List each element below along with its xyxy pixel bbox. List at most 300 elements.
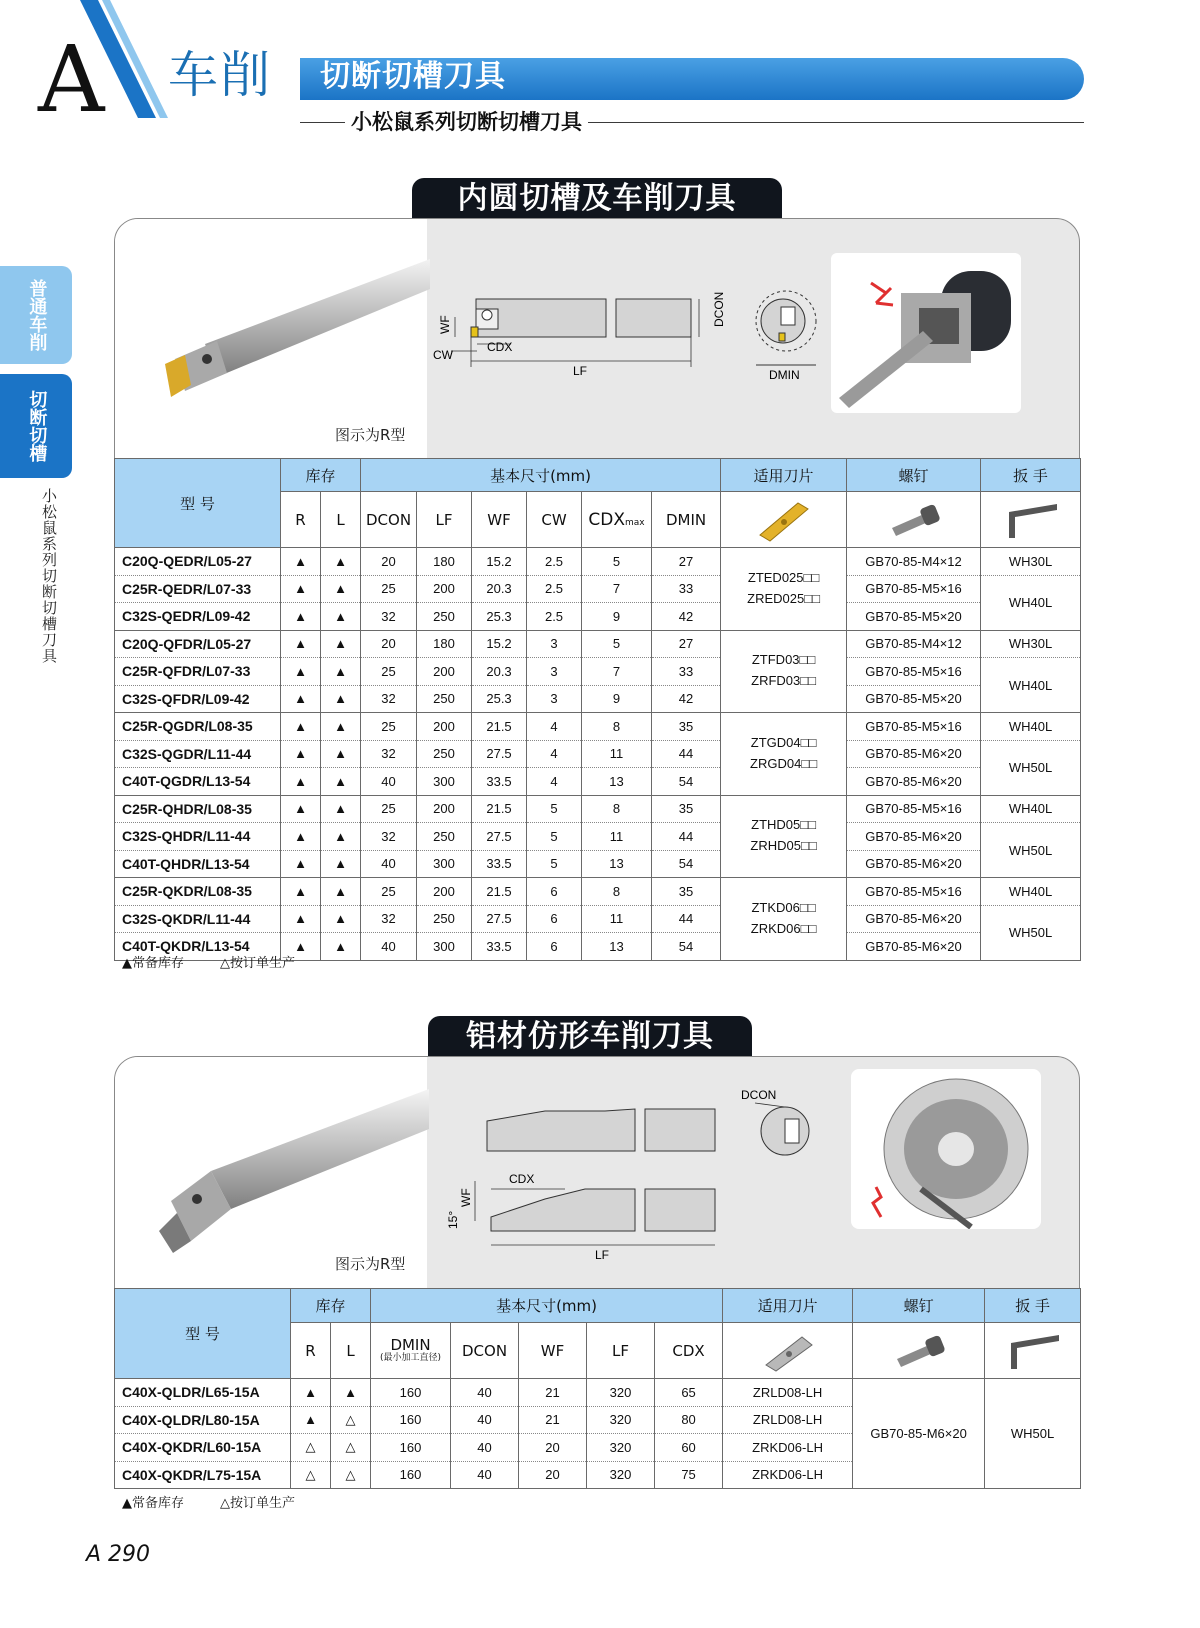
cdx-cell: 7 [582,658,652,686]
header-screw: 螺钉 [847,459,981,492]
wf-cell: 20.3 [472,575,527,603]
model-cell: C40T-QGDR/L13-54 [115,768,281,796]
wf-cell: 21.5 [472,713,527,741]
insert-code: ZRGD04□□ [750,755,818,771]
insert-code: ZTED025□□ [747,569,820,585]
dcon-cell: 25 [361,795,417,823]
insert-code: ZRKD06□□ [750,920,817,936]
insert-cell [721,630,847,713]
stock-r-cell: ▲ [281,768,321,796]
cw-cell: 4 [527,768,582,796]
dmin-cell: 33 [652,575,721,603]
stock-r-cell: ▲ [281,933,321,961]
cdx-cell: 7 [582,575,652,603]
dmin-cell: 54 [652,933,721,961]
wrench-cell: WH30L [981,630,1081,658]
stock-r-cell: ▲ [281,905,321,933]
dmin-cell: 160 [371,1406,451,1434]
stock-r-cell: ▲ [281,630,321,658]
chapter-letter: A [38,26,105,133]
cw-cell: 5 [527,850,582,878]
wf-cell: 21.5 [472,878,527,906]
stock-r-cell: ▲ [281,795,321,823]
wrench-cell: WH40L [981,713,1081,741]
table-row [115,713,1081,741]
side-tab-grooving[interactable]: 切断切槽 [0,374,72,478]
stock-l-cell: ▲ [321,713,361,741]
diagram-cw-label: CW [433,348,453,362]
model-cell: C40X-QKDR/L60-15A [115,1434,291,1462]
lf-cell: 250 [417,685,472,713]
stock-r-cell: ▲ [281,740,321,768]
stock-r-cell: ▲ [281,850,321,878]
wrench-cell: WH30L [981,548,1081,576]
stock-l-cell: ▲ [321,933,361,961]
model-cell: C40T-QHDR/L13-54 [115,850,281,878]
insert-cell: ZRLD08-LH [723,1406,853,1434]
table-row [115,850,1081,878]
wf-cell: 25.3 [472,603,527,631]
legend-stock: ▲常备库存 [122,956,184,971]
diagram-wf-label: WF [438,315,452,334]
header-r: R [281,492,321,548]
model-cell: C25R-QHDR/L08-35 [115,795,281,823]
header-stock: 库存 [281,459,361,492]
stock-l-cell: ▲ [321,823,361,851]
dmin-cell: 44 [652,905,721,933]
lf-cell: 300 [417,850,472,878]
diagram-cdx-label: CDX [487,340,513,354]
header-wf: WF [472,492,527,548]
section2-caption: 图示为R型 [335,1255,406,1273]
table-row [115,603,1081,631]
cdx-cell: 13 [582,850,652,878]
screw-cell: GB70-85-M6×20 [847,933,981,961]
section2-image-panel [114,1056,1080,1290]
insert-code: ZRHD05□□ [750,838,817,854]
section2-title: 铝材仿形车削刀具 [428,1016,752,1056]
table-row [115,740,1081,768]
header-cw: CW [527,492,582,548]
stock-l-cell: ▲ [321,603,361,631]
wf-cell: 20 [519,1461,587,1489]
dcon-cell: 25 [361,713,417,741]
lf-cell: 250 [417,603,472,631]
screw-cell: GB70-85-M6×20 [847,905,981,933]
stock-l-cell: ▲ [321,850,361,878]
cw-cell: 4 [527,740,582,768]
table-row [115,1379,1081,1407]
table-row [115,878,1081,906]
stock-l-cell: ▲ [321,768,361,796]
stock-r-cell: △ [291,1434,331,1462]
screw-cell: GB70-85-M6×20 [853,1379,985,1489]
dcon-cell: 32 [361,685,417,713]
insert-cell [721,795,847,878]
header-lf: LF [417,492,472,548]
header-model: 型 号 [115,459,281,548]
legend2-order: △按订单生产 [220,1496,295,1511]
header2-wrench: 扳 手 [985,1289,1081,1323]
cdx-cell: 8 [582,795,652,823]
insert-cell: ZRLD08-LH [723,1379,853,1407]
dcon-cell: 25 [361,878,417,906]
screw-cell: GB70-85-M5×20 [847,685,981,713]
section1-application-photo [831,253,1021,413]
dcon-cell: 25 [361,575,417,603]
section1-title: 内圆切槽及车削刀具 [412,178,782,218]
lf-cell: 200 [417,575,472,603]
cdx-cell: 13 [582,768,652,796]
lf-cell: 320 [587,1461,655,1489]
screw2-icon [853,1323,985,1379]
screw-cell: GB70-85-M5×16 [847,713,981,741]
stock-l-cell: △ [331,1406,371,1434]
header-dims: 基本尺寸(mm) [361,459,721,492]
dcon-cell: 40 [361,768,417,796]
table-row [115,658,1081,686]
dmin-cell: 35 [652,795,721,823]
lf-cell: 320 [587,1406,655,1434]
dmin-cell: 27 [652,630,721,658]
diagram2-lf-label: LF [595,1248,610,1262]
lf-cell: 200 [417,878,472,906]
section1-legend [122,952,331,971]
header2-model: 型 号 [115,1289,291,1379]
lf-cell: 200 [417,713,472,741]
dcon-cell: 32 [361,603,417,631]
cw-cell: 2.5 [527,548,582,576]
dmin-cell: 44 [652,740,721,768]
wrench-cell: WH40L [981,795,1081,823]
stock-l-cell: ▲ [321,575,361,603]
cdx-cell: 8 [582,713,652,741]
section2-application-photo [851,1069,1041,1229]
screw-icon [847,492,981,548]
stock-l-cell: ▲ [321,740,361,768]
model-cell: C40X-QLDR/L65-15A [115,1379,291,1407]
screw-cell: GB70-85-M4×12 [847,630,981,658]
stock-l-cell: ▲ [321,795,361,823]
stock-r-cell: ▲ [281,658,321,686]
cdx-cell: 60 [655,1434,723,1462]
model-cell: C25R-QGDR/L08-35 [115,713,281,741]
cw-cell: 3 [527,630,582,658]
header2-dims: 基本尺寸(mm) [371,1289,723,1323]
wrench-cell: WH50L [981,905,1081,960]
table-row [115,905,1081,933]
dcon-cell: 40 [361,933,417,961]
wf-cell: 21.5 [472,795,527,823]
cdx-cell: 11 [582,740,652,768]
table-row [115,768,1081,796]
wf-cell: 27.5 [472,823,527,851]
diagram2-cdx-label: CDX [509,1172,535,1186]
insert-code: ZRED025□□ [747,590,820,606]
model-cell: C32S-QHDR/L11-44 [115,823,281,851]
table-row [115,630,1081,658]
screw-cell: GB70-85-M6×20 [847,823,981,851]
category-title: 车削 [168,46,272,104]
model-cell: C32S-QKDR/L11-44 [115,905,281,933]
wf-cell: 27.5 [472,905,527,933]
insert-icon [721,492,847,548]
wrench-cell: WH50L [985,1379,1081,1489]
wf-cell: 20 [519,1434,587,1462]
dcon-cell: 20 [361,630,417,658]
header-cdx: CDXmax [582,492,652,548]
cw-cell: 6 [527,905,582,933]
cdx-cell: 13 [582,933,652,961]
header2-r: R [291,1323,331,1379]
model-cell: C20Q-QFDR/L05-27 [115,630,281,658]
section1-spec-table [114,458,1081,961]
dmin-cell: 54 [652,768,721,796]
section2-table-body [115,1379,1081,1489]
dcon-cell: 20 [361,548,417,576]
insert-cell: ZRKD06-LH [723,1461,853,1489]
wrench-cell: WH40L [981,575,1081,630]
cdx-cell: 65 [655,1379,723,1407]
model-cell: C40X-QLDR/L80-15A [115,1406,291,1434]
stock-l-cell: ▲ [321,878,361,906]
dmin-cell: 35 [652,713,721,741]
stock-l-cell: ▲ [331,1379,371,1407]
stock-l-cell: ▲ [321,630,361,658]
dmin-cell: 160 [371,1461,451,1489]
wrench-cell: WH40L [981,878,1081,906]
stock-l-cell: ▲ [321,658,361,686]
wrench-icon [981,492,1081,548]
stock-r-cell: ▲ [281,685,321,713]
diagram2-dcon-label: DCON [741,1088,777,1102]
lf-cell: 320 [587,1379,655,1407]
section1-image-panel [114,218,1080,460]
dmin-cell: 42 [652,603,721,631]
screw-cell: GB70-85-M4×12 [847,548,981,576]
insert-code: ZTFD03□□ [751,652,816,668]
section2-spec-table [114,1288,1081,1489]
table-row [115,795,1081,823]
cw-cell: 6 [527,933,582,961]
header-subtitle: 小松鼠系列切断切槽刀具 [345,110,588,135]
model-cell: C25R-QKDR/L08-35 [115,878,281,906]
header2-dcon: DCON [451,1323,519,1379]
cdx-cell: 9 [582,685,652,713]
screw-cell: GB70-85-M6×20 [847,740,981,768]
screw-cell: GB70-85-M5×16 [847,795,981,823]
cdx-cell: 9 [582,603,652,631]
wf-cell: 20.3 [472,658,527,686]
insert-cell [721,878,847,961]
dcon-cell: 40 [451,1434,519,1462]
wf-cell: 33.5 [472,933,527,961]
insert-code: ZTHD05□□ [751,817,816,833]
dmin-cell: 33 [652,658,721,686]
dcon-cell: 32 [361,905,417,933]
wf-cell: 25.3 [472,685,527,713]
dcon-cell: 40 [361,850,417,878]
header-l: L [321,492,361,548]
wf-cell: 15.2 [472,548,527,576]
lf-cell: 250 [417,905,472,933]
cdx-cell: 5 [582,630,652,658]
dmin-cell: 54 [652,850,721,878]
diagram2-wf-label: WF [459,1188,473,1207]
stock-r-cell: ▲ [281,548,321,576]
wf-cell: 21 [519,1406,587,1434]
section1-caption: 图示为R型 [335,426,406,444]
insert-code: ZRFD03□□ [751,673,816,689]
cw-cell: 5 [527,795,582,823]
diagram-dmin-label: DMIN [769,368,800,382]
stock-r-cell: ▲ [281,713,321,741]
stock-l-cell: ▲ [321,685,361,713]
table-row [115,685,1081,713]
stock-r-cell: ▲ [291,1406,331,1434]
table-row [115,823,1081,851]
cdx-cell: 11 [582,823,652,851]
wrench-cell: WH50L [981,823,1081,878]
model-cell: C32S-QEDR/L09-42 [115,603,281,631]
model-cell: C20Q-QEDR/L05-27 [115,548,281,576]
legend2-stock: ▲常备库存 [122,1496,184,1511]
stock-r-cell: ▲ [281,603,321,631]
dcon-cell: 32 [361,740,417,768]
dcon-cell: 40 [451,1406,519,1434]
dcon-cell: 40 [451,1461,519,1489]
wf-cell: 33.5 [472,850,527,878]
stock-r-cell: ▲ [281,575,321,603]
cdx-cell: 5 [582,548,652,576]
screw-cell: GB70-85-M5×20 [847,603,981,631]
dmin-cell: 44 [652,823,721,851]
screw-cell: GB70-85-M5×16 [847,575,981,603]
insert-code: ZTKD06□□ [751,899,816,915]
header-dmin: DMIN [652,492,721,548]
dcon-cell: 25 [361,658,417,686]
header2-insert: 适用刀片 [723,1289,853,1323]
side-tab-general-turning[interactable]: 普通车削 [0,266,72,364]
wrench2-icon [985,1323,1081,1379]
boring-bar-image [145,249,435,419]
section2-legend [122,1492,331,1511]
dcon-cell: 32 [361,823,417,851]
stock-r-cell: ▲ [291,1379,331,1407]
lf-cell: 320 [587,1434,655,1462]
wf-cell: 21 [519,1379,587,1407]
lf-cell: 200 [417,795,472,823]
wf-cell: 27.5 [472,740,527,768]
header2-dmin: DMIN (最小加工直径) [371,1323,451,1379]
lf-cell: 200 [417,658,472,686]
lf-cell: 180 [417,548,472,576]
table-row [115,575,1081,603]
model-cell: C32S-QGDR/L11-44 [115,740,281,768]
wf-cell: 15.2 [472,630,527,658]
header2-lf: LF [587,1323,655,1379]
lf-cell: 180 [417,630,472,658]
header-bar-title: 切断切槽刀具 [320,59,506,94]
model-cell: C32S-QFDR/L09-42 [115,685,281,713]
lf-cell: 300 [417,933,472,961]
section1-table-body [115,548,1081,961]
dmin-cell: 35 [652,878,721,906]
header2-cdx: CDX [655,1323,723,1379]
model-cell: C40X-QKDR/L75-15A [115,1461,291,1489]
stock-l-cell: △ [331,1461,371,1489]
diagram2-angle-label: 15° [446,1210,460,1229]
header-wrench: 扳 手 [981,459,1081,492]
cw-cell: 2.5 [527,603,582,631]
header-slash-decoration [72,0,172,118]
insert-cell [721,548,847,631]
stock-r-cell: ▲ [281,823,321,851]
dmin-cell: 160 [371,1379,451,1407]
section1-dimension-diagram [431,289,851,399]
insert-cell: ZRKD06-LH [723,1434,853,1462]
insert-code: ZTGD04□□ [750,734,817,750]
cw-cell: 5 [527,823,582,851]
dmin-cell: 27 [652,548,721,576]
dmin-cell: 42 [652,685,721,713]
cdx-cell: 80 [655,1406,723,1434]
insert-cell [721,713,847,796]
wrench-cell: WH50L [981,740,1081,795]
header2-wf: WF [519,1323,587,1379]
cw-cell: 4 [527,713,582,741]
side-vertical-text: 小松鼠系列切断切槽刀具 [40,488,58,664]
screw-cell: GB70-85-M5×16 [847,658,981,686]
header2-stock: 库存 [291,1289,371,1323]
cdx-cell: 11 [582,905,652,933]
cdx-cell: 8 [582,878,652,906]
header-dcon: DCON [361,492,417,548]
stock-l-cell: △ [331,1434,371,1462]
insert2-icon [723,1323,853,1379]
stock-l-cell: ▲ [321,905,361,933]
legend-order: △按订单生产 [220,956,295,971]
wrench-cell: WH40L [981,658,1081,713]
stock-r-cell: ▲ [281,878,321,906]
model-cell: C25R-QFDR/L07-33 [115,658,281,686]
page-number: A 290 [86,1542,151,1567]
profiling-bar-image [151,1081,431,1261]
dcon-cell: 40 [451,1379,519,1407]
wf-cell: 33.5 [472,768,527,796]
screw-cell: GB70-85-M5×16 [847,878,981,906]
diagram-dcon-label: DCON [712,291,726,327]
section2-dimension-diagram [445,1081,845,1281]
lf-cell: 250 [417,823,472,851]
dmin-cell: 160 [371,1434,451,1462]
header-insert: 适用刀片 [721,459,847,492]
model-cell: C25R-QEDR/L07-33 [115,575,281,603]
header2-screw: 螺钉 [853,1289,985,1323]
lf-cell: 300 [417,768,472,796]
cw-cell: 3 [527,685,582,713]
model-cell: C40T-QKDR/L13-54 [115,933,281,961]
stock-l-cell: ▲ [321,548,361,576]
lf-cell: 250 [417,740,472,768]
cw-cell: 6 [527,878,582,906]
stock-r-cell: △ [291,1461,331,1489]
cw-cell: 2.5 [527,575,582,603]
header2-l: L [331,1323,371,1379]
table-row [115,548,1081,576]
diagram-lf-label: LF [573,364,588,378]
screw-cell: GB70-85-M6×20 [847,768,981,796]
